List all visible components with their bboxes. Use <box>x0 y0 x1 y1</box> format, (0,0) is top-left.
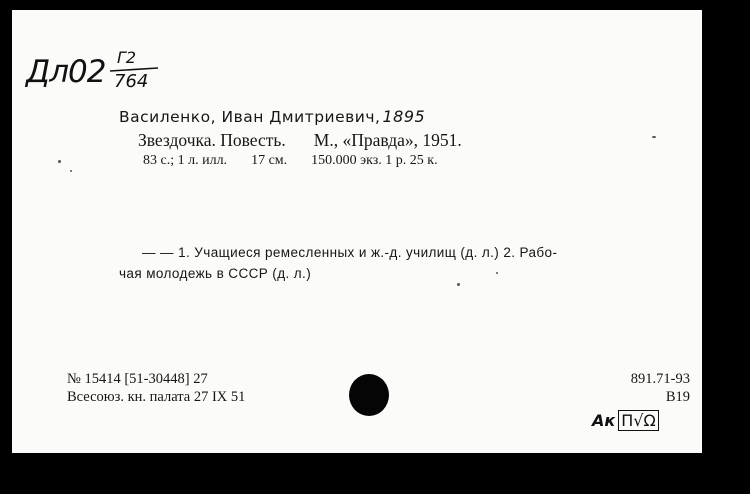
author-code: В19 <box>665 389 690 405</box>
inventory-note-handwritten <box>592 410 659 431</box>
inventory-boxed: Π√Ω <box>618 410 658 431</box>
dust-speck <box>70 170 72 172</box>
title-line <box>138 130 462 151</box>
inventory-prefix: Ак <box>592 411 616 430</box>
registration-number: № 15414 [51-30448] 27 <box>67 371 208 387</box>
author-line <box>119 107 425 126</box>
catalog-card <box>12 10 702 453</box>
book-title: Звездочка. Повесть. <box>138 130 286 150</box>
shelfmark-denominator: 764 <box>114 71 149 92</box>
birth-year-handwritten: 1895 <box>382 107 426 126</box>
physical-description <box>143 153 438 169</box>
dust-speck <box>496 272 498 274</box>
classification-index: 891.71-93 <box>630 371 690 387</box>
size: 17 см. <box>251 153 288 168</box>
shelfmark-numerator: Г2 <box>117 48 137 67</box>
edition-price: 150.000 экз. 1 р. 25 к. <box>311 153 438 168</box>
dust-speck <box>58 160 61 163</box>
shelfmark-main: Дл02 <box>26 54 106 90</box>
subject-line-1: — — 1. Учащиеся ремесленных и ж.-д. училищ (д. л.) 2. Рабо- <box>142 245 558 260</box>
book-chamber-note: Всесоюз. кн. палата 27 IX 51 <box>67 389 246 405</box>
imprint: М., «Правда», 1951. <box>313 130 462 150</box>
subject-line-2: чая молодежь в СССР (д. л.) <box>119 266 312 281</box>
author-name: Василенко, Иван Дмитриевич, <box>119 108 381 126</box>
punch-hole <box>349 374 389 416</box>
shelfmark <box>22 40 172 102</box>
classification <box>631 370 690 406</box>
pages: 83 с.; 1 л. илл. <box>143 153 228 168</box>
dust-speck <box>457 283 460 286</box>
dust-speck <box>652 136 656 138</box>
